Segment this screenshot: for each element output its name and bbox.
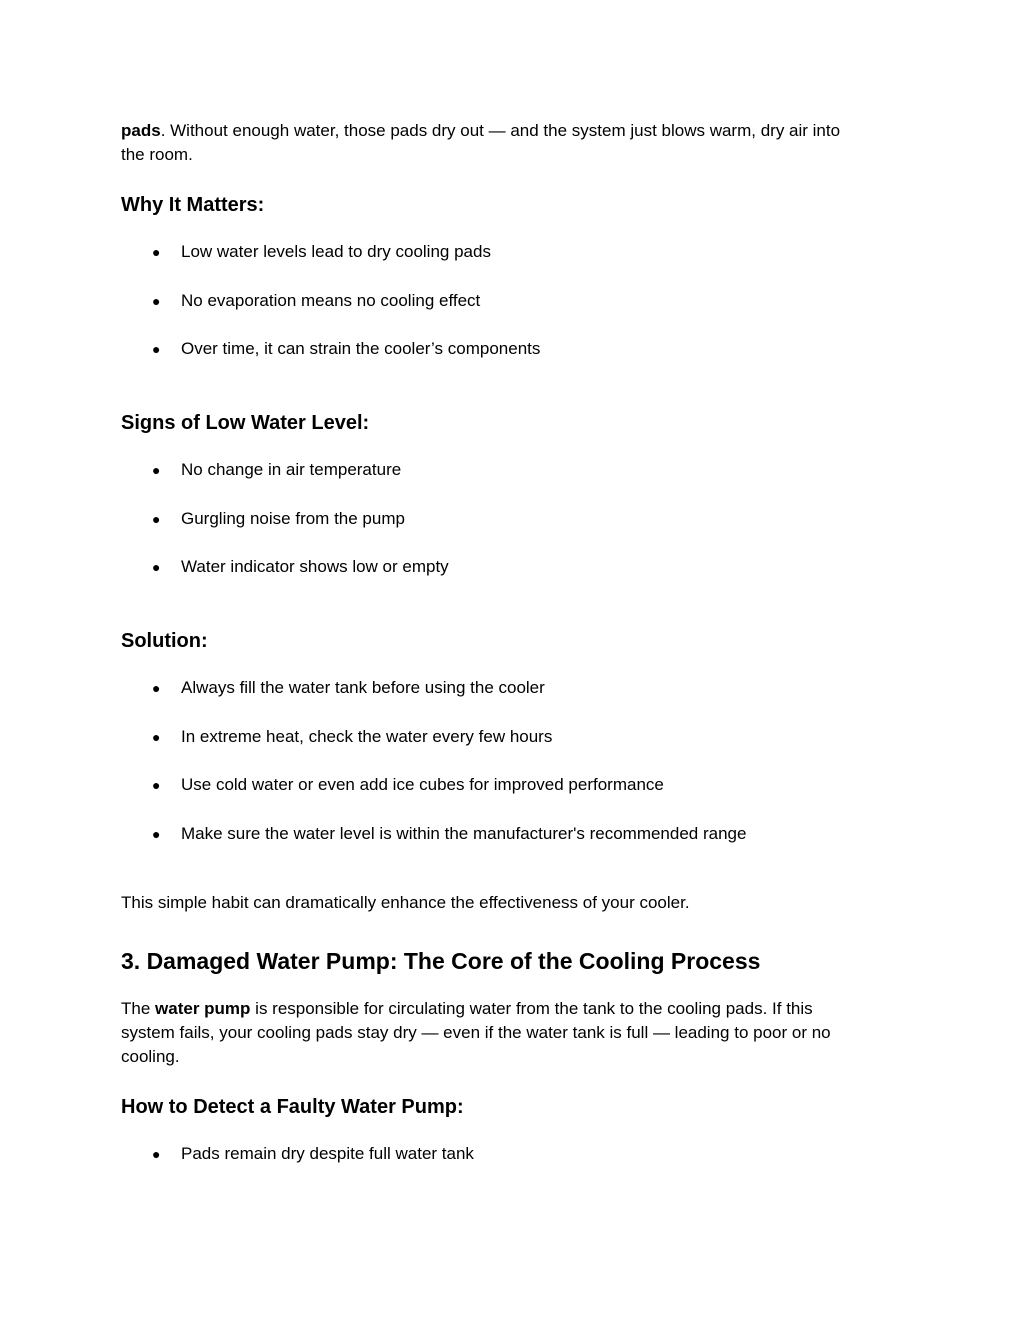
section-3-text: is responsible for circulating water from the tank to the cooling pads. If this: [250, 999, 813, 1018]
list-item-text: Water indicator shows low or empty: [181, 557, 449, 576]
list-item-text: Over time, it can strain the cooler’s components: [181, 339, 541, 358]
intro-paragraph-line-1: [121, 119, 840, 143]
list-item-text: No change in air temperature: [181, 460, 402, 479]
bullet-icon: ●: [152, 244, 161, 260]
bullet-icon: ●: [152, 1146, 161, 1162]
detect-heading: How to Detect a Faulty Water Pump:: [121, 1096, 464, 1118]
section-3-paragraph-line-2: system fails, your cooling pads stay dry — even if the water tank is full — leading to poor or no: [121, 1023, 831, 1042]
list-item-text: In extreme heat, check the water every few hours: [181, 727, 553, 746]
list-item-text: Gurgling noise from the pump: [181, 509, 405, 528]
bullet-icon: ●: [152, 293, 161, 309]
list-item-text: Use cold water or even add ice cubes for improved performance: [181, 775, 664, 794]
section-3-bold-term: water pump: [155, 999, 251, 1018]
habit-note: This simple habit can dramatically enhance the effectiveness of your cooler.: [121, 893, 690, 912]
solution-heading: Solution:: [121, 630, 208, 652]
bullet-icon: ●: [152, 559, 161, 575]
intro-paragraph-line-2: the room.: [121, 145, 193, 164]
section-3-text-prefix: The: [121, 999, 156, 1018]
section-3-paragraph-line-1: [121, 997, 813, 1021]
bullet-icon: ●: [152, 826, 161, 842]
list-item-text: Low water levels lead to dry cooling pads: [181, 242, 491, 261]
bullet-icon: ●: [152, 511, 161, 527]
intro-bold-term: pads: [121, 121, 161, 140]
intro-text: . Without enough water, those pads dry out — and the system just blows warm, dry air into: [160, 121, 841, 140]
bullet-icon: ●: [152, 341, 161, 357]
bullet-icon: ●: [152, 729, 161, 745]
why-it-matters-heading: Why It Matters:: [121, 194, 265, 216]
list-item-text: No evaporation means no cooling effect: [181, 291, 481, 310]
list-item-text: Always fill the water tank before using the cooler: [181, 678, 545, 697]
section-3-heading: 3. Damaged Water Pump: The Core of the Cooling Process: [121, 948, 761, 974]
signs-heading: Signs of Low Water Level:: [121, 412, 370, 434]
bullet-icon: ●: [152, 462, 161, 478]
bullet-icon: ●: [152, 680, 161, 696]
list-item-text: Make sure the water level is within the manufacturer's recommended range: [181, 824, 747, 843]
list-item-text: Pads remain dry despite full water tank: [181, 1144, 474, 1163]
section-3-paragraph-line-3: cooling.: [121, 1047, 180, 1066]
bullet-icon: ●: [152, 777, 161, 793]
